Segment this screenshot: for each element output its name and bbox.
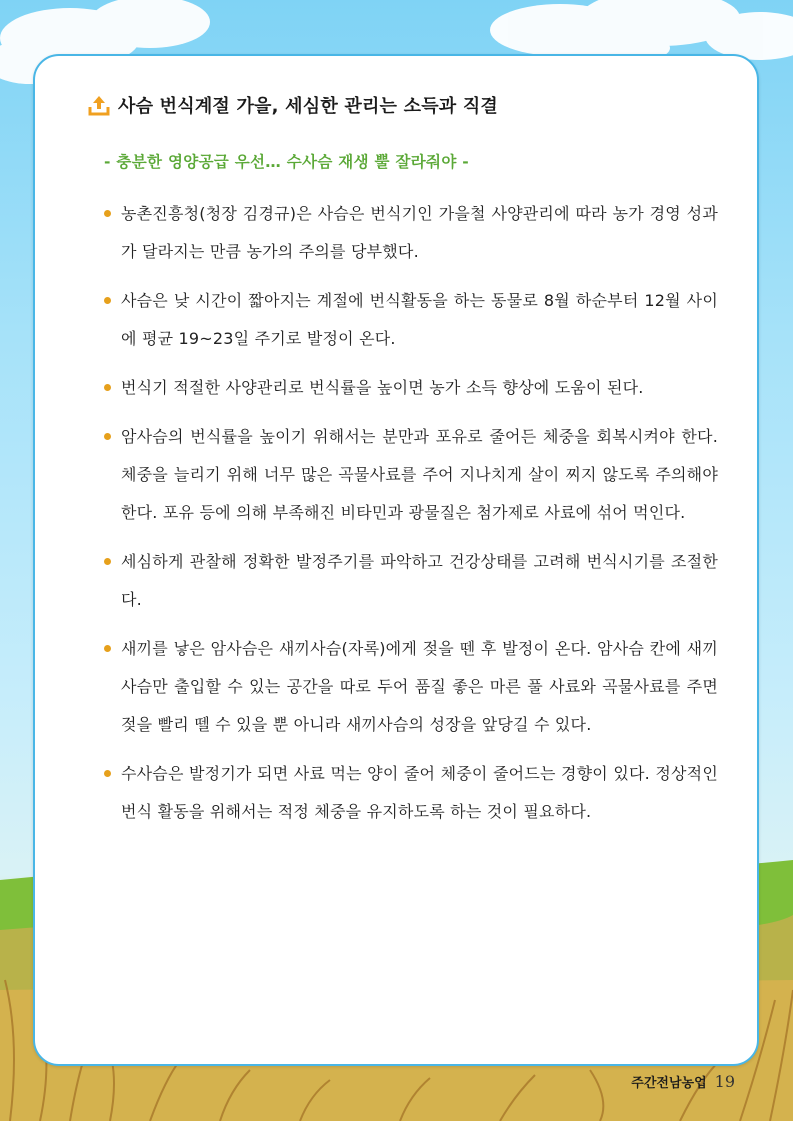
- bullet-dot-icon: [104, 384, 111, 391]
- publication-name: 주간전남농업: [631, 1076, 707, 1091]
- article-heading: [88, 92, 498, 118]
- page-number: 19: [714, 1072, 735, 1091]
- bullet-dot-icon: [104, 433, 111, 440]
- bullet-dot-icon: [104, 558, 111, 565]
- list-item: 새끼를 낳은 암사슴은 새끼사슴(자록)에게 젖을 뗀 후 발정이 온다. 암사슴 칸에 새끼사슴만 출입할 수 있는 공간을 따로 두어 품질 좋은 마른 풀 사료와 곡물사료를 주면 젖을 빨리 뗄 수 있을 뿐 아니라 새끼사슴의 성장을 앞당길 수 있다.: [104, 630, 718, 744]
- upload-arrow-icon: [88, 94, 110, 116]
- list-item: 암사슴의 번식률을 높이기 위해서는 분만과 포유로 줄어든 체중을 회복시켜야 한다. 체중을 늘리기 위해 너무 많은 곡물사료를 주어 지나치게 살이 찌지 않도록 주의해야 한다. 포유 등에 의해 부족해진 비타민과 광물질은 첨가제로 사료에 섞어 먹인다.: [104, 418, 718, 532]
- bullet-dot-icon: [104, 645, 111, 652]
- list-item: 사슴은 낮 시간이 짧아지는 계절에 번식활동을 하는 동물로 8월 하순부터 12월 사이에 평균 19~23일 주기로 발정이 온다.: [104, 282, 718, 358]
- list-item: 농촌진흥청(청장 김경규)은 사슴은 번식기인 가을철 사양관리에 따라 농가 경영 성과가 달라지는 만큼 농가의 주의를 당부했다.: [104, 195, 718, 271]
- bullet-dot-icon: [104, 210, 111, 217]
- bullet-list: [104, 195, 718, 842]
- bullet-dot-icon: [104, 770, 111, 777]
- list-item: 세심하게 관찰해 정확한 발정주기를 파악하고 건강상태를 고려해 번식시기를 조절한다.: [104, 543, 718, 619]
- page-footer: [631, 1072, 735, 1091]
- list-item: 번식기 적절한 사양관리로 번식률을 높이면 농가 소득 향상에 도움이 된다.: [104, 369, 718, 407]
- subtitle: - 충분한 영양공급 우선… 수사슴 재생 뿔 잘라줘야 -: [104, 153, 470, 171]
- list-item: 수사슴은 발정기가 되면 사료 먹는 양이 줄어 체중이 줄어드는 경향이 있다. 정상적인 번식 활동을 위해서는 적정 체중을 유지하도록 하는 것이 필요하다.: [104, 755, 718, 831]
- page-title: 사슴 번식계절 가을, 세심한 관리는 소득과 직결: [118, 96, 499, 117]
- bullet-dot-icon: [104, 297, 111, 304]
